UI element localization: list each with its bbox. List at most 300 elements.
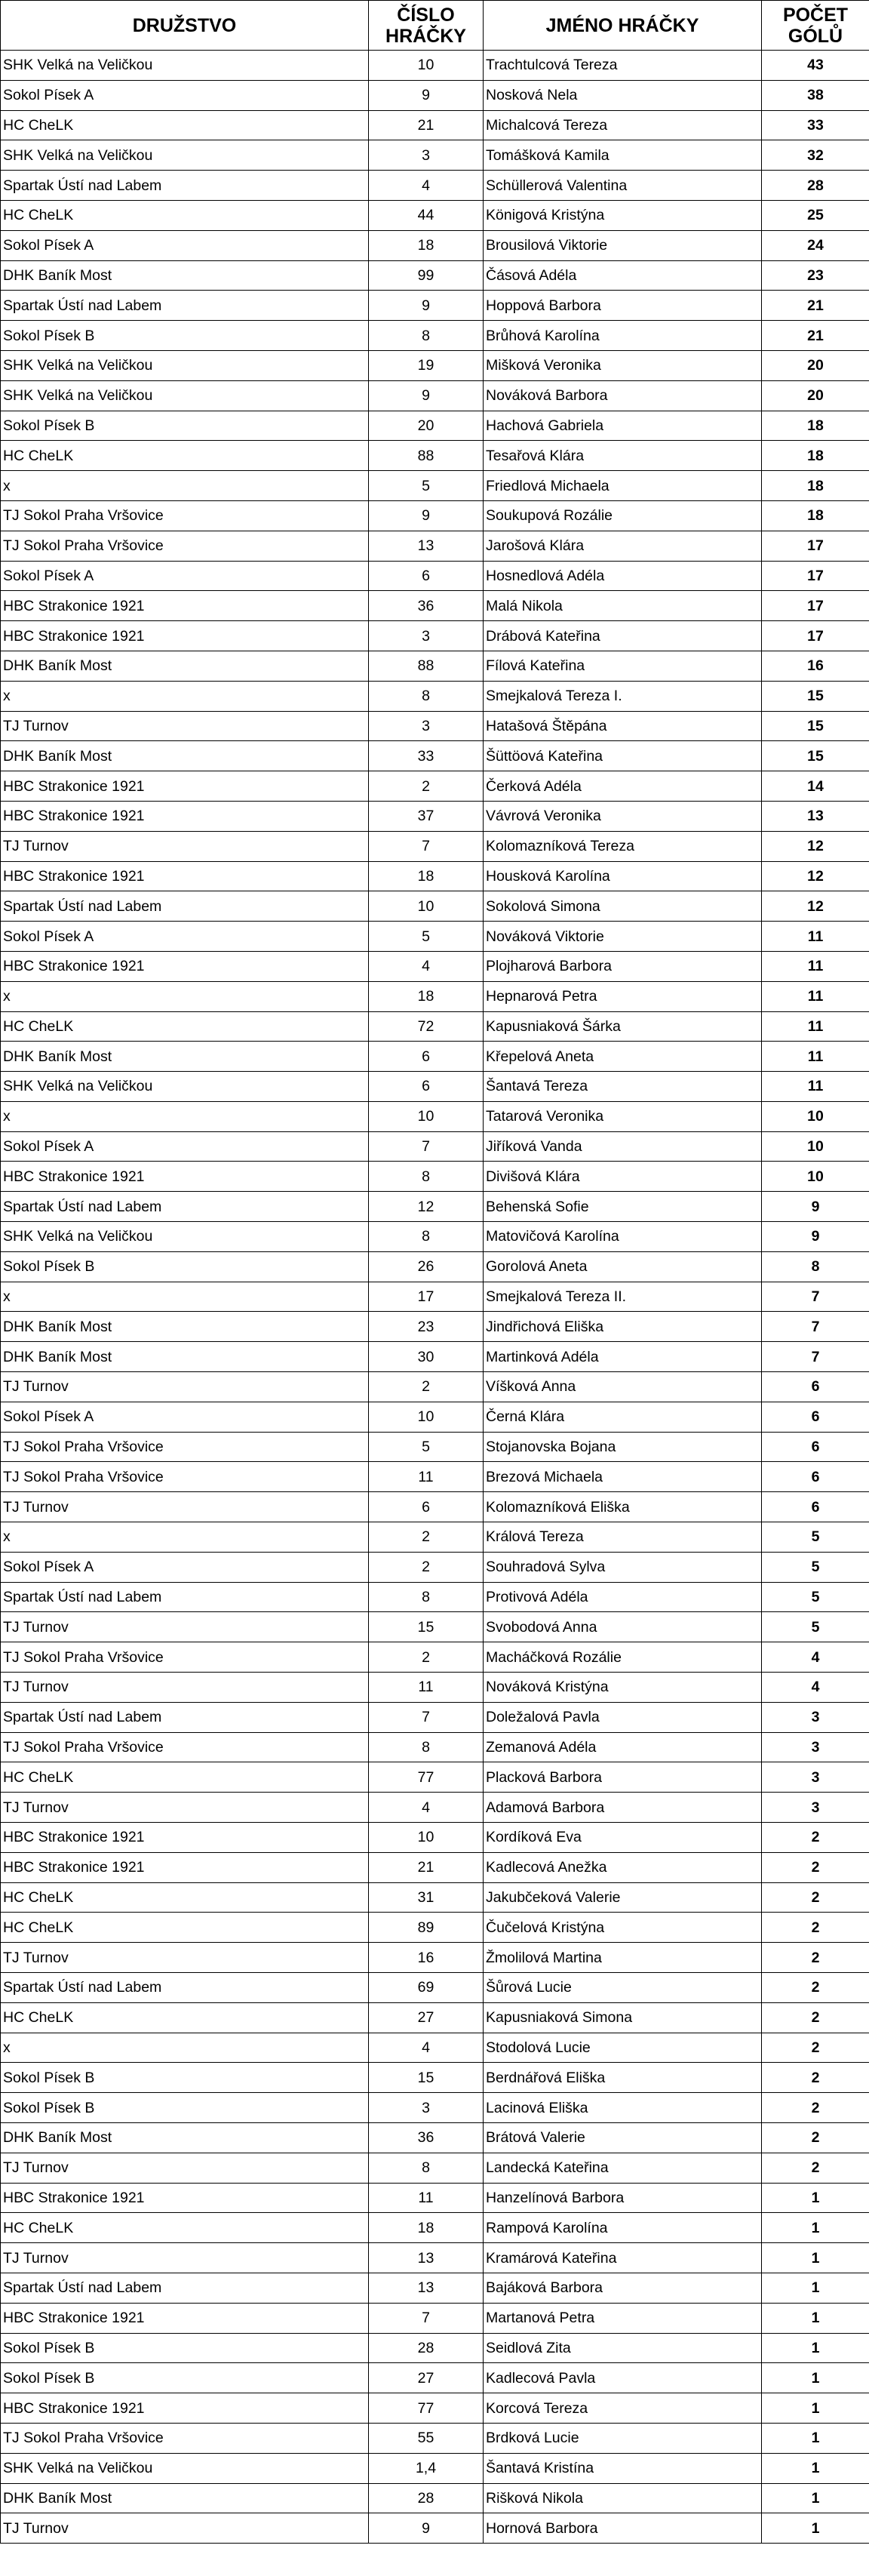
table-row [1, 831, 869, 861]
cell-team: x [1, 981, 369, 1011]
cell-team: Spartak Ústí nad Labem [1, 1973, 369, 2003]
cell-team: Spartak Ústí nad Labem [1, 891, 369, 922]
table-row [1, 891, 869, 922]
cell-player-name: Placková Barbora [484, 1762, 762, 1793]
cell-player-name: Nováková Barbora [484, 380, 762, 411]
table-row [1, 1432, 869, 1462]
cell-player-number: 10 [369, 891, 484, 922]
cell-team: TJ Turnov [1, 711, 369, 741]
cell-goals: 12 [762, 831, 869, 861]
cell-player-number: 4 [369, 1793, 484, 1823]
cell-goals: 18 [762, 500, 869, 531]
cell-player-number: 6 [369, 561, 484, 591]
cell-goals: 17 [762, 561, 869, 591]
cell-team: HBC Strakonice 1921 [1, 801, 369, 831]
table-row [1, 1673, 869, 1703]
cell-goals: 2 [762, 1943, 869, 1973]
cell-goals: 10 [762, 1131, 869, 1162]
cell-player-name: Kolomazníková Tereza [484, 831, 762, 861]
cell-player-number: 5 [369, 471, 484, 501]
cell-goals: 11 [762, 922, 869, 952]
cell-goals: 17 [762, 531, 869, 561]
cell-player-name: Sokolová Simona [484, 891, 762, 922]
cell-goals: 1 [762, 2453, 869, 2483]
cell-team: HC CheLK [1, 110, 369, 140]
cell-player-name: Friedlová Michaela [484, 471, 762, 501]
cell-team: Spartak Ústí nad Labem [1, 1582, 369, 1612]
cell-team: SHK Velká na Veličkou [1, 51, 369, 81]
cell-team: HC CheLK [1, 200, 369, 230]
cell-team: HBC Strakonice 1921 [1, 1823, 369, 1853]
table-row [1, 2243, 869, 2273]
cell-player-number: 8 [369, 681, 484, 711]
cell-team: x [1, 681, 369, 711]
cell-player-number: 37 [369, 801, 484, 831]
cell-player-name: Housková Karolína [484, 861, 762, 891]
table-row [1, 2093, 869, 2123]
cell-player-number: 11 [369, 1462, 484, 1492]
table-row [1, 1702, 869, 1732]
cell-goals: 1 [762, 2423, 869, 2453]
table-row [1, 1793, 869, 1823]
cell-player-name: Malá Nikola [484, 591, 762, 621]
table-row [1, 1882, 869, 1913]
cell-team: TJ Turnov [1, 1612, 369, 1642]
cell-team: Sokol Písek B [1, 321, 369, 351]
cell-goals: 8 [762, 1251, 869, 1282]
cell-team: TJ Turnov [1, 1492, 369, 1522]
cell-player-number: 30 [369, 1342, 484, 1372]
cell-team: x [1, 471, 369, 501]
cell-goals: 1 [762, 2213, 869, 2243]
cell-player-name: Protivová Adéla [484, 1582, 762, 1612]
cell-player-number: 72 [369, 1011, 484, 1042]
cell-player-number: 8 [369, 1732, 484, 1762]
cell-goals: 1 [762, 2513, 869, 2544]
table-row [1, 1131, 869, 1162]
cell-player-name: Vávrová Veronika [484, 801, 762, 831]
cell-team: Sokol Písek A [1, 80, 369, 110]
cell-player-number: 36 [369, 2122, 484, 2153]
cell-team: Spartak Ústí nad Labem [1, 171, 369, 201]
table-row [1, 2033, 869, 2063]
cell-player-number: 18 [369, 2213, 484, 2243]
cell-player-name: Hachová Gabriela [484, 411, 762, 441]
cell-team: Sokol Písek B [1, 411, 369, 441]
table-row [1, 350, 869, 380]
cell-player-number: 44 [369, 200, 484, 230]
cell-goals: 9 [762, 1222, 869, 1252]
cell-goals: 2 [762, 1852, 869, 1882]
cell-goals: 21 [762, 291, 869, 321]
cell-team: DHK Baník Most [1, 1042, 369, 1072]
cell-player-name: Šüttöová Kateřina [484, 741, 762, 771]
table-row [1, 1552, 869, 1582]
cell-team: SHK Velká na Veličkou [1, 380, 369, 411]
cell-goals: 3 [762, 1762, 869, 1793]
cell-player-number: 4 [369, 2033, 484, 2063]
cell-player-name: Zemanová Adéla [484, 1732, 762, 1762]
cell-player-name: Hosnedlová Adéla [484, 561, 762, 591]
cell-player-number: 6 [369, 1072, 484, 1102]
cell-team: TJ Turnov [1, 1943, 369, 1973]
cell-player-name: Landecká Kateřina [484, 2153, 762, 2183]
cell-player-number: 13 [369, 2243, 484, 2273]
cell-goals: 12 [762, 861, 869, 891]
cell-goals: 2 [762, 2153, 869, 2183]
cell-player-name: Martinková Adéla [484, 1342, 762, 1372]
table-row [1, 741, 869, 771]
table-row [1, 801, 869, 831]
cell-goals: 6 [762, 1402, 869, 1432]
cell-goals: 5 [762, 1612, 869, 1642]
cell-player-name: Svobodová Anna [484, 1612, 762, 1642]
cell-player-number: 11 [369, 2183, 484, 2213]
cell-team: TJ Sokol Praha Vršovice [1, 1732, 369, 1762]
table-row [1, 500, 869, 531]
cell-goals: 38 [762, 80, 869, 110]
cell-player-name: Königová Kristýna [484, 200, 762, 230]
table-row [1, 380, 869, 411]
cell-team: x [1, 1522, 369, 1553]
cell-goals: 5 [762, 1522, 869, 1553]
cell-player-name: Trachtulcová Tereza [484, 51, 762, 81]
cell-team: TJ Turnov [1, 1793, 369, 1823]
cell-player-name: Fílová Kateřina [484, 651, 762, 681]
cell-team: HC CheLK [1, 1882, 369, 1913]
cell-player-name: Jakubčeková Valerie [484, 1882, 762, 1913]
cell-team: x [1, 2033, 369, 2063]
table-row [1, 1042, 869, 1072]
cell-player-name: Smejkalová Tereza I. [484, 681, 762, 711]
cell-goals: 7 [762, 1342, 869, 1372]
cell-team: TJ Turnov [1, 1673, 369, 1703]
table-row [1, 591, 869, 621]
cell-goals: 1 [762, 2483, 869, 2513]
table-row [1, 1642, 869, 1673]
cell-player-name: Tesařová Klára [484, 441, 762, 471]
cell-player-number: 12 [369, 1192, 484, 1222]
cell-player-number: 28 [369, 2483, 484, 2513]
cell-goals: 11 [762, 951, 869, 981]
cell-team: Sokol Písek A [1, 1552, 369, 1582]
cell-player-number: 7 [369, 1131, 484, 1162]
cell-player-number: 13 [369, 2273, 484, 2303]
cell-goals: 2 [762, 1823, 869, 1853]
cell-goals: 20 [762, 350, 869, 380]
cell-player-number: 8 [369, 1222, 484, 1252]
cell-player-number: 89 [369, 1913, 484, 1943]
cell-goals: 10 [762, 1162, 869, 1192]
cell-player-number: 9 [369, 80, 484, 110]
table-row [1, 1402, 869, 1432]
cell-player-number: 33 [369, 741, 484, 771]
cell-player-name: Gorolová Aneta [484, 1251, 762, 1282]
cell-goals: 2 [762, 1913, 869, 1943]
table-row [1, 1162, 869, 1192]
cell-team: x [1, 1282, 369, 1312]
cell-player-number: 9 [369, 500, 484, 531]
cell-player-name: Čásová Adéla [484, 260, 762, 291]
table-row [1, 2183, 869, 2213]
cell-team: Spartak Ústí nad Labem [1, 1192, 369, 1222]
table-row [1, 2513, 869, 2544]
cell-goals: 9 [762, 1192, 869, 1222]
cell-goals: 11 [762, 1042, 869, 1072]
cell-goals: 18 [762, 471, 869, 501]
cell-team: Sokol Písek B [1, 2093, 369, 2123]
cell-team: HBC Strakonice 1921 [1, 2393, 369, 2424]
cell-player-name: Kordíková Eva [484, 1823, 762, 1853]
table-row [1, 2363, 869, 2393]
cell-player-name: Soukupová Rozálie [484, 500, 762, 531]
table-row [1, 1762, 869, 1793]
cell-team: DHK Baník Most [1, 1342, 369, 1372]
table-row [1, 1312, 869, 1342]
cell-player-name: Černá Klára [484, 1402, 762, 1432]
table-row [1, 291, 869, 321]
cell-goals: 6 [762, 1462, 869, 1492]
cell-player-name: Nováková Viktorie [484, 922, 762, 952]
cell-player-name: Nosková Nela [484, 80, 762, 110]
cell-team: HBC Strakonice 1921 [1, 621, 369, 651]
table-row [1, 1612, 869, 1642]
cell-player-number: 10 [369, 1823, 484, 1853]
cell-team: HBC Strakonice 1921 [1, 1162, 369, 1192]
cell-player-number: 7 [369, 2303, 484, 2333]
cell-team: SHK Velká na Veličkou [1, 2453, 369, 2483]
cell-player-number: 10 [369, 51, 484, 81]
table-row [1, 2333, 869, 2363]
cell-team: Spartak Ústí nad Labem [1, 291, 369, 321]
cell-player-name: Divišová Klára [484, 1162, 762, 1192]
cell-player-number: 8 [369, 2153, 484, 2183]
cell-goals: 10 [762, 1101, 869, 1131]
cell-team: DHK Baník Most [1, 260, 369, 291]
cell-goals: 24 [762, 230, 869, 260]
cell-goals: 33 [762, 110, 869, 140]
table-row [1, 2393, 869, 2424]
cell-player-number: 28 [369, 2333, 484, 2363]
cell-goals: 28 [762, 171, 869, 201]
table-row [1, 1072, 869, 1102]
cell-goals: 1 [762, 2273, 869, 2303]
header-player-name: JMÉNO HRÁČKY [484, 1, 762, 51]
cell-team: DHK Baník Most [1, 1312, 369, 1342]
cell-player-name: Brdková Lucie [484, 2423, 762, 2453]
table-row [1, 981, 869, 1011]
cell-player-number: 31 [369, 1882, 484, 1913]
cell-goals: 3 [762, 1793, 869, 1823]
table-row [1, 1973, 869, 2003]
table-row [1, 1251, 869, 1282]
table-row [1, 1462, 869, 1492]
cell-player-name: Stojanovska Bojana [484, 1432, 762, 1462]
cell-team: HBC Strakonice 1921 [1, 1852, 369, 1882]
cell-player-number: 3 [369, 2093, 484, 2123]
cell-player-number: 10 [369, 1402, 484, 1432]
cell-player-number: 16 [369, 1943, 484, 1973]
cell-goals: 1 [762, 2333, 869, 2363]
table-row [1, 771, 869, 802]
table-row [1, 1372, 869, 1402]
table-row [1, 2002, 869, 2033]
cell-player-name: Hatašová Štěpána [484, 711, 762, 741]
cell-team: HBC Strakonice 1921 [1, 591, 369, 621]
cell-goals: 3 [762, 1702, 869, 1732]
table-row [1, 2303, 869, 2333]
cell-team: HBC Strakonice 1921 [1, 861, 369, 891]
cell-goals: 15 [762, 741, 869, 771]
cell-team: Sokol Písek B [1, 1251, 369, 1282]
cell-player-number: 2 [369, 1522, 484, 1553]
cell-player-name: Stodolová Lucie [484, 2033, 762, 2063]
cell-player-name: Adamová Barbora [484, 1793, 762, 1823]
table-row [1, 2063, 869, 2093]
cell-player-name: Kapusniaková Simona [484, 2002, 762, 2033]
cell-team: SHK Velká na Veličkou [1, 1222, 369, 1252]
cell-goals: 11 [762, 1072, 869, 1102]
cell-team: Sokol Písek B [1, 2063, 369, 2093]
table-row [1, 1913, 869, 1943]
cell-player-number: 8 [369, 1582, 484, 1612]
cell-player-number: 88 [369, 651, 484, 681]
cell-team: Sokol Písek A [1, 230, 369, 260]
cell-player-number: 55 [369, 2423, 484, 2453]
cell-goals: 15 [762, 711, 869, 741]
cell-player-number: 9 [369, 2513, 484, 2544]
cell-goals: 16 [762, 651, 869, 681]
cell-player-number: 77 [369, 2393, 484, 2424]
cell-player-name: Šůrová Lucie [484, 1973, 762, 2003]
table-row [1, 2153, 869, 2183]
cell-player-number: 77 [369, 1762, 484, 1793]
cell-team: HBC Strakonice 1921 [1, 951, 369, 981]
cell-player-number: 9 [369, 380, 484, 411]
cell-player-name: Kadlecová Pavla [484, 2363, 762, 2393]
cell-player-name: Nováková Kristýna [484, 1673, 762, 1703]
cell-goals: 2 [762, 1973, 869, 2003]
cell-player-number: 1,4 [369, 2453, 484, 2483]
cell-player-number: 26 [369, 1251, 484, 1282]
cell-player-name: Jarošová Klára [484, 531, 762, 561]
cell-goals: 11 [762, 981, 869, 1011]
cell-team: Spartak Ústí nad Labem [1, 2273, 369, 2303]
cell-goals: 25 [762, 200, 869, 230]
table-row [1, 2483, 869, 2513]
cell-team: HC CheLK [1, 441, 369, 471]
table-row [1, 531, 869, 561]
cell-team: HBC Strakonice 1921 [1, 2303, 369, 2333]
cell-player-number: 19 [369, 350, 484, 380]
cell-player-name: Plojharová Barbora [484, 951, 762, 981]
cell-player-name: Bajáková Barbora [484, 2273, 762, 2303]
cell-player-name: Kolomazníková Eliška [484, 1492, 762, 1522]
cell-player-name: Schüllerová Valentina [484, 171, 762, 201]
cell-goals: 7 [762, 1312, 869, 1342]
cell-player-number: 5 [369, 922, 484, 952]
cell-player-name: Souhradová Sylva [484, 1552, 762, 1582]
cell-goals: 1 [762, 2393, 869, 2424]
cell-goals: 5 [762, 1582, 869, 1612]
cell-player-name: Macháčková Rozálie [484, 1642, 762, 1673]
cell-goals: 15 [762, 681, 869, 711]
cell-player-name: Jindřichová Eliška [484, 1312, 762, 1342]
table-row [1, 1732, 869, 1762]
table-row [1, 80, 869, 110]
table-row [1, 200, 869, 230]
table-row [1, 922, 869, 952]
table-row [1, 321, 869, 351]
cell-player-name: Brůhová Karolína [484, 321, 762, 351]
cell-player-name: Korcová Tereza [484, 2393, 762, 2424]
cell-goals: 2 [762, 1882, 869, 1913]
table-body [1, 51, 869, 2544]
cell-goals: 4 [762, 1642, 869, 1673]
cell-player-number: 69 [369, 1973, 484, 2003]
cell-goals: 7 [762, 1282, 869, 1312]
cell-player-number: 7 [369, 831, 484, 861]
table-row [1, 2453, 869, 2483]
cell-team: HBC Strakonice 1921 [1, 2183, 369, 2213]
cell-player-name: Čučelová Kristýna [484, 1913, 762, 1943]
cell-player-name: Kadlecová Anežka [484, 1852, 762, 1882]
cell-player-number: 8 [369, 1162, 484, 1192]
cell-player-number: 18 [369, 861, 484, 891]
cell-player-name: Smejkalová Tereza II. [484, 1282, 762, 1312]
cell-goals: 2 [762, 2033, 869, 2063]
cell-player-name: Hanzelínová Barbora [484, 2183, 762, 2213]
table-row [1, 1852, 869, 1882]
table-row [1, 711, 869, 741]
cell-goals: 32 [762, 140, 869, 171]
cell-goals: 2 [762, 2122, 869, 2153]
cell-goals: 1 [762, 2363, 869, 2393]
cell-goals: 2 [762, 2063, 869, 2093]
cell-player-number: 21 [369, 110, 484, 140]
cell-player-number: 6 [369, 1492, 484, 1522]
cell-player-name: Kapusniaková Šárka [484, 1011, 762, 1042]
cell-player-number: 18 [369, 230, 484, 260]
cell-team: DHK Baník Most [1, 741, 369, 771]
cell-team: DHK Baník Most [1, 2122, 369, 2153]
table-row [1, 110, 869, 140]
cell-player-name: Drábová Kateřina [484, 621, 762, 651]
cell-goals: 17 [762, 621, 869, 651]
cell-player-name: Seidlová Zita [484, 2333, 762, 2363]
table-row [1, 230, 869, 260]
table-row [1, 1943, 869, 1973]
table-row [1, 2423, 869, 2453]
table-row [1, 471, 869, 501]
table-row [1, 1823, 869, 1853]
cell-team: SHK Velká na Veličkou [1, 1072, 369, 1102]
cell-player-name: Tatarová Veronika [484, 1101, 762, 1131]
cell-team: DHK Baník Most [1, 651, 369, 681]
header-team: DRUŽSTVO [1, 1, 369, 51]
cell-goals: 1 [762, 2303, 869, 2333]
cell-player-name: Hepnarová Petra [484, 981, 762, 1011]
cell-team: TJ Sokol Praha Vršovice [1, 1432, 369, 1462]
table-row [1, 651, 869, 681]
table-row [1, 1011, 869, 1042]
cell-player-name: Šantavá Tereza [484, 1072, 762, 1102]
table-row [1, 2273, 869, 2303]
cell-player-name: Tomášková Kamila [484, 140, 762, 171]
cell-player-number: 11 [369, 1673, 484, 1703]
cell-team: SHK Velká na Veličkou [1, 140, 369, 171]
cell-player-number: 4 [369, 951, 484, 981]
